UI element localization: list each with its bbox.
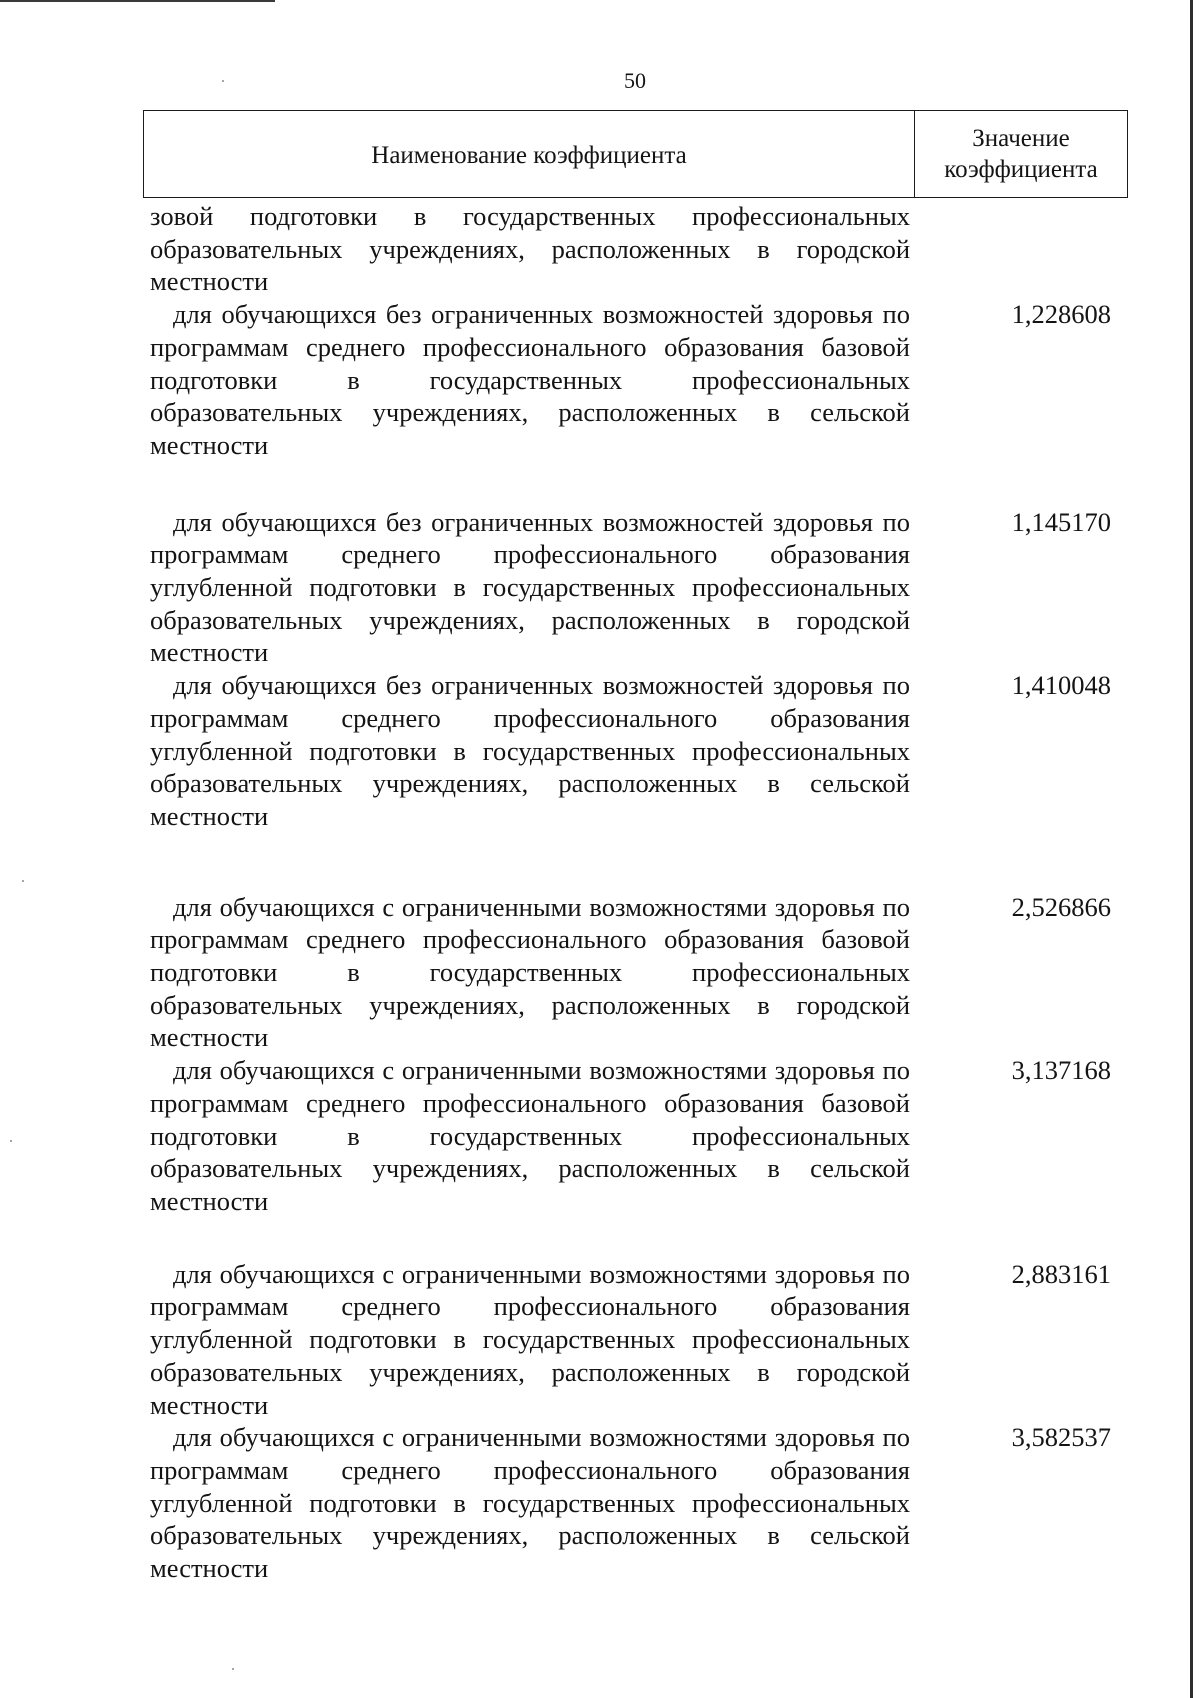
scan-speck — [232, 1668, 234, 1670]
coefficient-row — [150, 891, 1200, 1055]
header-name-column: Наименование коэффициента — [144, 111, 915, 197]
coefficient-value: 1,145170 — [1011, 506, 1111, 537]
coefficient-name: для обучающихся без ограниченных возможностей здоровья по программам среднего профессионального образования углубленной подготовки в государственных профессиональных образовательных учреждениях, расположенных в городской местности — [150, 506, 910, 668]
coefficient-name: для обучающихся с ограниченными возможностями здоровья по программам среднего профессионального образования базовой подготовки в государственных профессиональных образовательных учреждениях, расположенных в городской местности — [150, 891, 910, 1053]
scan-speck — [22, 880, 24, 882]
coefficient-row — [150, 200, 1200, 298]
header-value-line2: коэффициента — [944, 156, 1098, 183]
coefficient-value: 1,410048 — [1011, 670, 1111, 701]
coefficient-name: для обучающихся без ограниченных возможностей здоровья по программам среднего профессионального образования базовой подготовки в государственных профессиональных образовательных учреждениях, расположенных в сельской местности — [150, 299, 910, 460]
header-value-line1: Значение — [972, 125, 1070, 152]
coefficient-value: 2,526866 — [1011, 891, 1111, 922]
coefficient-row — [150, 1421, 1200, 1585]
coefficient-value: 3,582537 — [1011, 1422, 1111, 1453]
coefficient-name: для обучающихся без ограниченных возможностей здоровья по программам среднего профессионального образования углубленной подготовки в государственных профессиональных образовательных учреждениях, расположенных в сельской местности — [150, 670, 910, 831]
coefficient-name: для обучающихся с ограниченными возможностями здоровья по программам среднего профессионального образования углубленной подготовки в государственных профессиональных образовательных учреждениях, расположенных в сельской местности — [150, 1422, 910, 1584]
coefficient-list — [150, 200, 1200, 1585]
page-number: 50 — [624, 68, 646, 93]
table-header — [143, 110, 1128, 198]
coefficient-row — [150, 298, 1200, 462]
scan-speck — [10, 1140, 12, 1142]
coefficient-name: зовой подготовки в государственных профессиональных образовательных учреждениях, расположенных в городской местности — [150, 201, 910, 297]
coefficient-row — [150, 506, 1200, 670]
scan-edge-top — [0, 0, 275, 2]
row-spacer — [150, 462, 1200, 506]
coefficient-value: 2,883161 — [1011, 1258, 1111, 1289]
scan-speck — [222, 80, 224, 82]
coefficient-row — [150, 669, 1200, 833]
coefficient-name: для обучающихся с ограниченными возможностями здоровья по программам среднего профессионального образования базовой подготовки в государственных профессиональных образовательных учреждениях, расположенных в сельской местности — [150, 1055, 910, 1216]
coefficient-name: для обучающихся с ограниченными возможностями здоровья по программам среднего профессионального образования углубленной подготовки в государственных профессиональных образовательных учреждениях, расположенных в городской местности — [150, 1258, 910, 1420]
row-spacer — [150, 1218, 1200, 1258]
coefficient-value: 1,228608 — [1011, 299, 1111, 330]
coefficient-value: 3,137168 — [1011, 1055, 1111, 1086]
coefficient-row — [150, 1054, 1200, 1218]
header-value-column — [915, 111, 1127, 197]
coefficient-row — [150, 1258, 1200, 1422]
row-spacer — [150, 833, 1200, 891]
